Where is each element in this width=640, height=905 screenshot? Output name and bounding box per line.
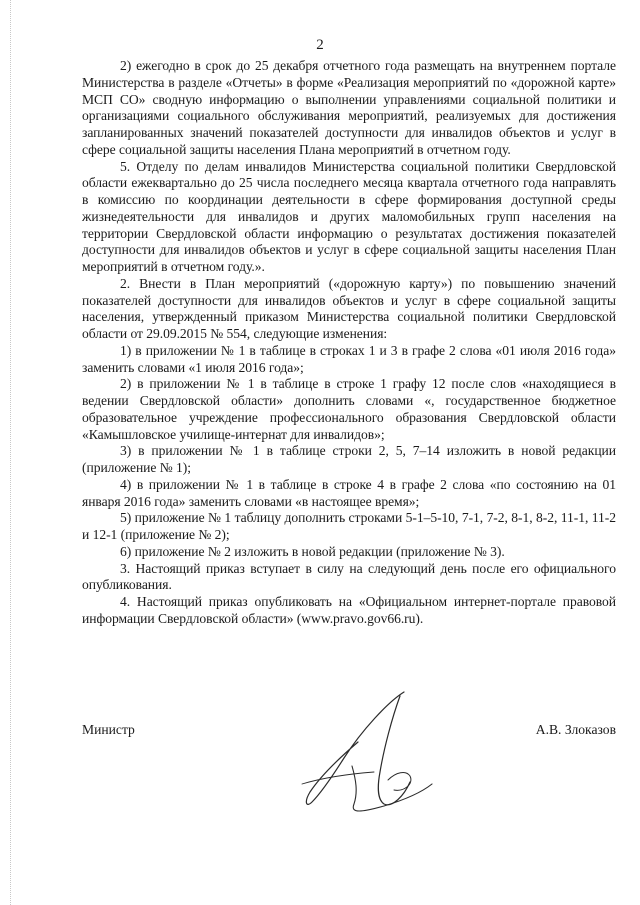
paragraph-change-2: 2) в приложении № 1 в таблице в строке 1 графу 12 после слов «находящиеся в ведении Свердловской области» дополнить словами «, государственное бюджетное образовательное учреждение профессионального образования Свердловской области «Камышловское училище-интернат для инвалидов»; — [82, 376, 616, 442]
page-number: 2 — [316, 37, 324, 53]
paragraph-change-1: 1) в приложении № 1 в таблице в строках 1 и 3 в графе 2 слова «01 июля 2016 года» заменить словами «1 июля 2016 года»; — [82, 342, 616, 375]
paragraph-change-6: 6) приложение № 2 изложить в новой редакции (приложение № 3). — [120, 543, 505, 559]
paragraph-clause-5: 5. Отделу по делам инвалидов Министерства социальной политики Свердловской области ежеквартально до 25 числа последнего месяца квартала отчетного года направлять в комиссию по координации деятельности в сфере формирования доступной среды жизнедеятельности для инвалидов и других маломобильных групп населения на территории Свердловской области информацию о результатах достижения показателей доступности для инвалидов объектов и услуг в сфере социальной защиты населения План мероприятий в отчетном году.». — [82, 158, 616, 274]
margin-dotted-line — [10, 0, 11, 905]
document-body — [82, 58, 616, 628]
paragraph-change-5: 5) приложение № 1 таблицу дополнить строками 5-1–5-10, 7-1, 7-2, 8-1, 8-2, 11-1, 11-2 и 12-1 (приложение № 2); — [82, 510, 616, 542]
signatory-position: Министр — [82, 722, 135, 737]
paragraph-clause-2: 2. Внести в План мероприятий («дорожную карту») по повышению значений показателей доступности для инвалидов объектов и услуг в сфере социальной защиты населения, утвержденный приказом Министерства социальной политики Свердловской области от 29.09.2015 № 554, следующие изменения: — [82, 275, 616, 341]
paragraph-change-4: 4) в приложении № 1 в таблице в строке 4 в графе 2 слова «по состоянию на 01 января 2016 года» заменить словами «в настоящее время»; — [82, 476, 616, 509]
paragraph-clause-4: 4. Настоящий приказ опубликовать на «Официальном интернет-портале правовой информации Свердловской области» (www.pravo.gov66.ru). — [82, 594, 616, 626]
signatory-name: А.В. Злоказов — [535, 722, 616, 737]
paragraph-clause-3: 3. Настоящий приказ вступает в силу на следующий день после его официального опубликования. — [82, 560, 616, 593]
paragraph-change-3: 3) в приложении № 1 в таблице строки 2, 5, 7–14 изложить в новой редакции (приложение № 1); — [82, 443, 616, 475]
paragraph-item-2: 2) ежегодно в срок до 25 декабря отчетного года размещать на внутреннем портале Министерства в разделе «Отчеты» в форме «Реализация мероприятий по «дорожной карте» МСП СО» сводную информацию о выполнении управлениями социальной политики и организациями социального обслуживания мероприятий, реализуемых для достижения запланированных значений показателей доступности для инвалидов объектов и услуг в сфере социальной защиты населения Плана мероприятий в отчетном году. — [82, 58, 616, 157]
handwritten-signature — [292, 688, 442, 826]
